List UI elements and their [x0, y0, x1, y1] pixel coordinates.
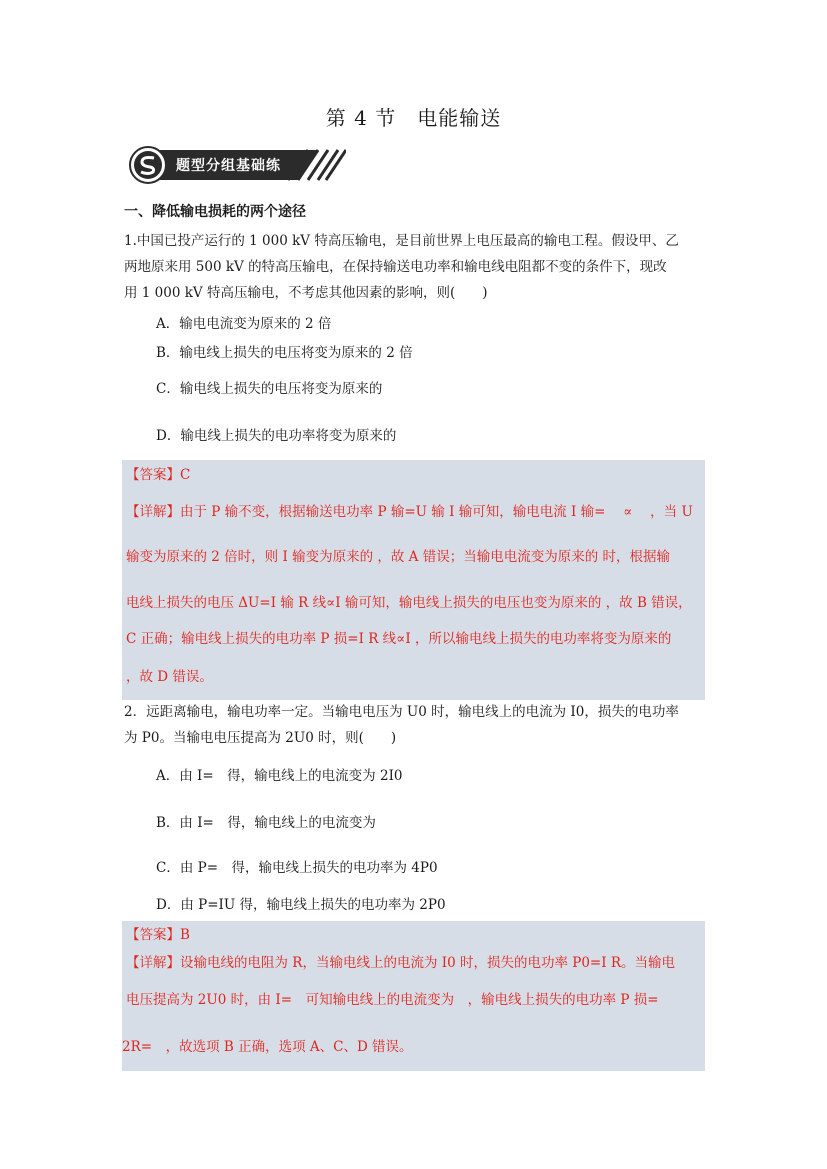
answer-label: 【答案】B: [126, 927, 190, 943]
question-line: 为 P0。当输电电压提高为 2U0 时，则( ): [124, 730, 397, 746]
option-b: B．由 I= 得，输电线上的电流变为: [156, 815, 376, 831]
detail-line: C 正确；输电线上损失的电功率 P 损=I R 线∝I ，所以输电线上损失的电功率将变为原来的: [126, 631, 672, 647]
detail-line: 电线上损失的电压 ΔU=I 输 R 线∝I 输可知，输电线上损失的电压也变为原来的 ，故 B 错误，: [126, 595, 692, 611]
answer-box-1: [122, 460, 705, 700]
option-b: B．输电线上损失的电压将变为原来的 2 倍: [156, 345, 413, 361]
option-c: C．输电线上损失的电压将变为原来的: [156, 381, 383, 397]
option-a: A．由 I= 得，输电线上的电流变为 2I0: [156, 768, 403, 784]
banner-label: 题型分组基础练: [176, 158, 281, 174]
option-d: D．由 P=IU 得，输电线上损失的电功率为 2P0: [156, 897, 446, 913]
detail-line: 2R= ，故选项 B 正确，选项 A、C、D 错误。: [122, 1039, 413, 1055]
page-title: 第 4 节 电能输送: [325, 106, 502, 130]
detail-line: 【详解】由于 P 输不变，根据输送电功率 P 输=U 输 I 输可知，输电电流 I 输= ∝ ，当 U: [126, 504, 693, 520]
option-a: A．输电电流变为原来的 2 倍: [156, 316, 332, 332]
option-c: C．由 P= 得，输电线上损失的电功率为 4P0: [156, 860, 438, 876]
section-banner: [128, 146, 346, 184]
question-line: 用 1 000 kV 特高压输电，不考虑其他因素的影响，则( ): [124, 285, 488, 301]
detail-line: 输变为原来的 2 倍时，则 I 输变为原来的 ，故 A 错误；当输电电流变为原来的 时，根据输: [126, 549, 671, 565]
answer-label: 【答案】C: [126, 467, 191, 483]
option-d: D．输电线上损失的电功率将变为原来的: [156, 428, 397, 444]
question-1-stem: [124, 228, 704, 306]
section-heading: 一、降低输电损耗的两个途径: [124, 204, 306, 220]
detail-line: 【详解】设输电线的电阻为 R，当输电线上的电流为 I0 时，损失的电功率 P0=I R。当输电: [126, 955, 676, 971]
question-line: 1.中国已投产运行的 1 000 kV 特高压输电，是目前世界上电压最高的输电工程。假设甲、乙: [124, 233, 679, 249]
detail-line: ，故 D 错误。: [126, 669, 213, 685]
question-line: 2．远距离输电，输电功率一定。当输电电压为 U0 时，输电线上的电流为 I0，损失的电功率: [124, 704, 679, 720]
question-2-stem: [124, 699, 704, 751]
question-line: 两地原来用 500 kV 的特高压输电，在保持输送电功率和输电线电阻都不变的条件下，现改: [124, 259, 667, 275]
detail-line: 电压提高为 2U0 时，由 I= 可知输电线上的电流变为 ，输电线上损失的电功率 P 损=: [126, 992, 659, 1008]
answer-box-2: [122, 921, 705, 1071]
